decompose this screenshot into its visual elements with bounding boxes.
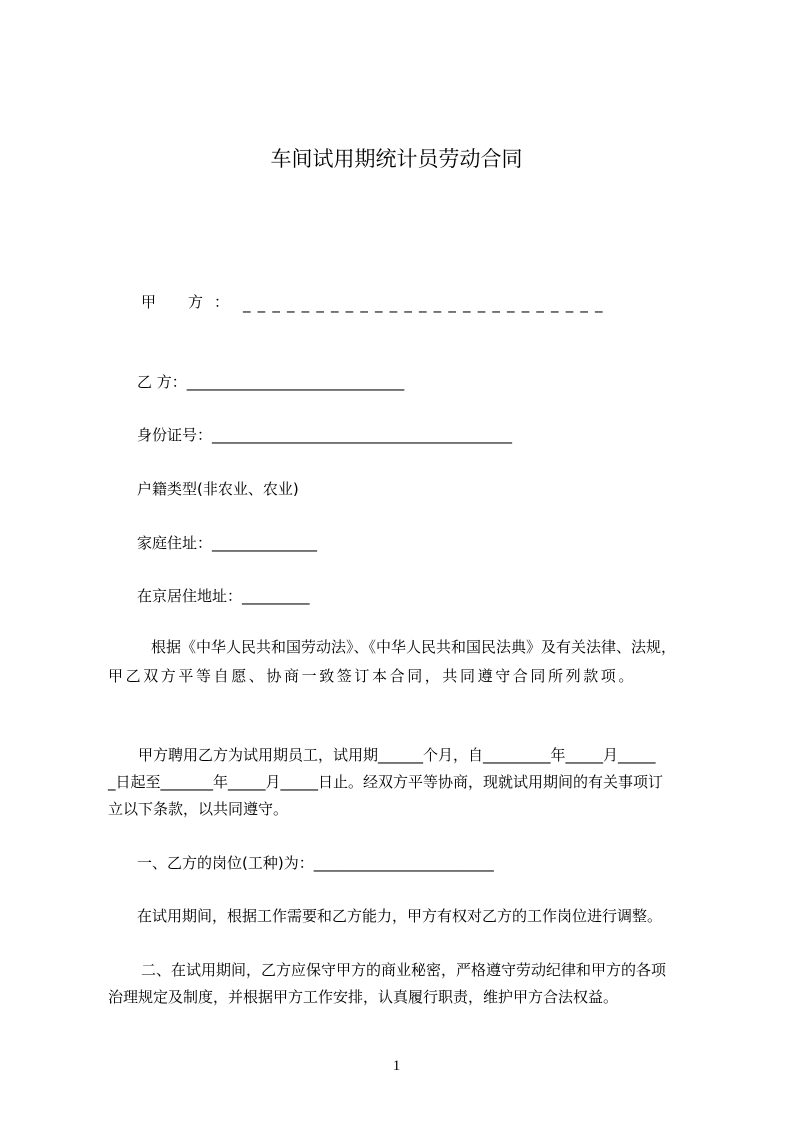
- party-a-label-1: 甲: [141, 293, 157, 311]
- probation-line-3: 立以下条款，以共同遵守。: [108, 800, 289, 818]
- page-number: 1: [392, 1058, 401, 1074]
- beijing-address-line: 在京居住地址：_________: [137, 587, 310, 605]
- party-b-line: 乙 方：_____________________________: [137, 373, 405, 391]
- party-a-blank: _ _ _ _ _ _ _ _ _ _ _ _ _ _ _ _ _ _ _ _ _ _ _ _ _: [243, 295, 604, 313]
- id-number-line: 身份证号：________________________________________: [137, 426, 513, 444]
- party-a-colon: ：: [214, 293, 230, 311]
- hukou-type-line: 户籍类型(非农业、农业): [137, 480, 299, 498]
- basis-line-1: 根据《中华人民共和国劳动法》、《中华人民共和国民法典》及有关法律、法规，: [151, 638, 677, 656]
- page-title: 车间试用期统计员劳动合同: [270, 147, 523, 171]
- clause-2-line-1: 二、在试用期间，乙方应保守甲方的商业秘密，严格遵守劳动纪律和甲方的各项: [141, 961, 667, 979]
- clause-2-line-2: 治理规定及制度，并根据甲方工作安排，认真履行职责，维护甲方合法权益。: [108, 988, 619, 1006]
- clause-1-detail: 在试用期间，根据工作需要和乙方能力，甲方有权对乙方的工作岗位进行调整。: [137, 907, 663, 925]
- basis-line-2: 甲乙双方平等自愿、协商一致签订本合同，共同遵守合同所列款项。: [108, 667, 637, 685]
- probation-line-1: 甲方聘用乙方为试用期员工，试用期______个月，自_________年_____月_____: [138, 746, 656, 764]
- clause-1: 一、乙方的岗位(工种)为：________________________: [137, 854, 494, 872]
- home-address-line: 家庭住址：______________: [137, 534, 318, 552]
- party-a-label-2: 方: [188, 293, 204, 311]
- probation-line-2: _日起至_______年_____月_____日止。经双方平等协商，现就试用期间的有关事项订: [108, 773, 664, 791]
